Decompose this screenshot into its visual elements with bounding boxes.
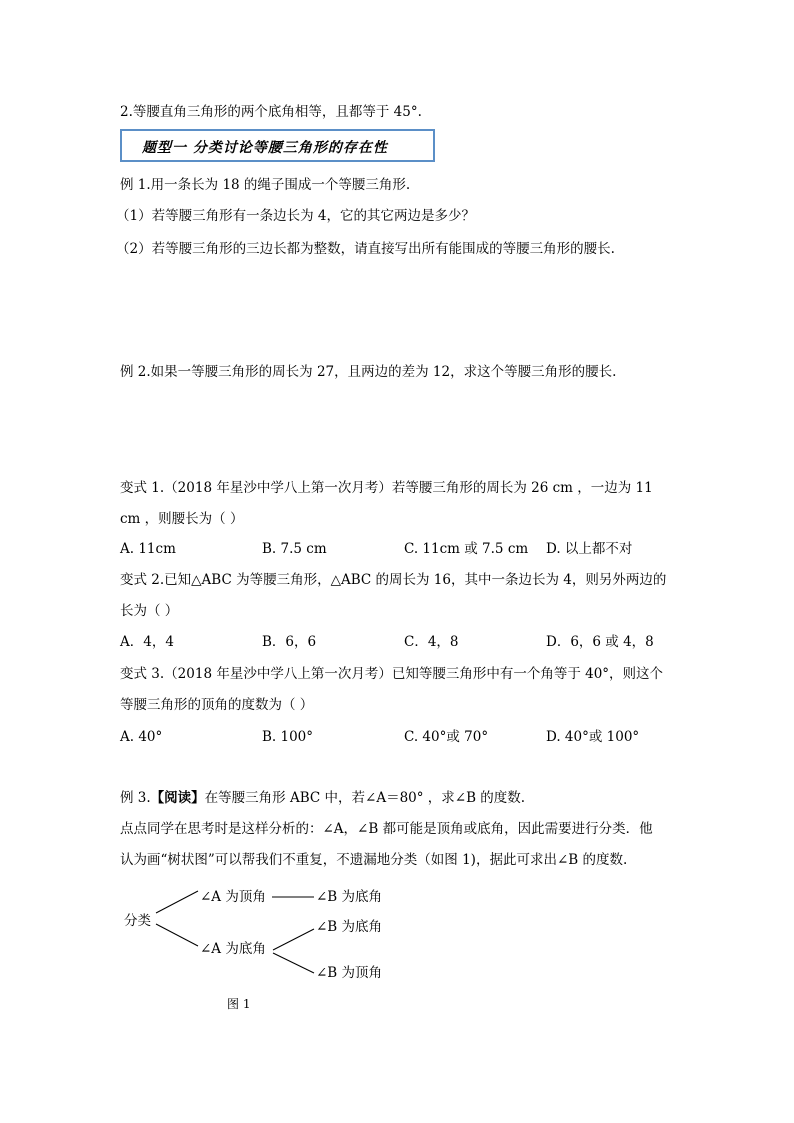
variant-2-option-d: D．6，6 或 4，8	[546, 634, 654, 650]
example-1-question-2: （2）若等腰三角形的三边长都为整数，请直接写出所有能围成的等腰三角形的腰长.	[116, 241, 615, 257]
variant-2-line-1: 变式 2.已知△ABC 为等腰三角形，△ABC 的周长为 16，其中一条边长为 4，则另外两边的	[120, 572, 667, 588]
variant-1-line-2: cm ，则腰长为（ ）	[120, 511, 244, 527]
variant-3-line-2: 等腰三角形的顶角的度数为（ ）	[120, 697, 314, 713]
example-3-read-tag: 【阅读】	[150, 790, 205, 806]
variant-2-line-2: 长为（ ）	[120, 603, 179, 619]
example-3-paragraph-2: 认为画“树状图”可以帮我们不重复，不遗漏地分类（如图 1)，据此可求出∠B 的度数.	[120, 852, 628, 868]
variant-1-line-1: 变式 1.（2018 年星沙中学八上第一次月考）若等腰三角形的周长为 26 cm ，一边为 11	[120, 480, 653, 496]
variant-2-option-c: C．4，8	[404, 634, 459, 650]
variant-2-option-a: A．4，4	[120, 634, 174, 650]
variant-1-option-b: B. 7.5 cm	[262, 541, 327, 557]
tree-root-label: 分类	[124, 913, 151, 929]
variant-2-option-b: B．6，6	[262, 634, 317, 650]
tree-b-base-label-1: ∠B 为底角	[316, 889, 383, 905]
example-3-paragraph-1: 点点同学在思考时是这样分析的：∠A，∠B 都可能是顶角或底角，因此需要进行分类．他	[120, 821, 653, 837]
section-title: 题型一 分类讨论等腰三角形的存在性	[142, 140, 388, 156]
example-2-title: 例 2.如果一等腰三角形的周长为 27，且两边的差为 12，求这个等腰三角形的腰长.	[120, 364, 617, 380]
variant-3-line-1: 变式 3.（2018 年星沙中学八上第一次月考）已知等腰三角形中有一个角等于 40°，则这个	[120, 666, 664, 682]
tree-a-vertex-label: ∠A 为顶角	[200, 889, 266, 905]
example-3-prefix: 例 3.	[120, 790, 151, 806]
variant-3-option-b: B. 100°	[262, 729, 314, 745]
example-3-question: 在等腰三角形 ABC 中，若∠A＝80° ，求∠B 的度数.	[204, 790, 526, 806]
tree-a-base-label: ∠A 为底角	[200, 941, 266, 957]
variant-3-option-c: C. 40°或 70°	[404, 729, 489, 745]
variant-1-option-a: A. 11cm	[120, 541, 176, 557]
tree-b-vertex-label: ∠B 为顶角	[316, 965, 383, 981]
variant-3-option-d: D. 40°或 100°	[546, 729, 640, 745]
example-1-question-1: （1）若等腰三角形有一条边长为 4，它的其它两边是多少？	[116, 208, 475, 224]
variant-1-option-d: D. 以上都不对	[546, 541, 633, 557]
figure-caption: 图 1	[227, 997, 251, 1011]
intro-line: 2.等腰直角三角形的两个底角相等，且都等于 45°.	[120, 104, 422, 120]
example-1-title: 例 1.用一条长为 18 的绳子围成一个等腰三角形.	[120, 177, 411, 193]
tree-b-base-label-2: ∠B 为底角	[316, 919, 383, 935]
variant-3-option-a: A. 40°	[120, 729, 163, 745]
variant-1-option-c: C. 11cm 或 7.5 cm	[404, 541, 529, 557]
